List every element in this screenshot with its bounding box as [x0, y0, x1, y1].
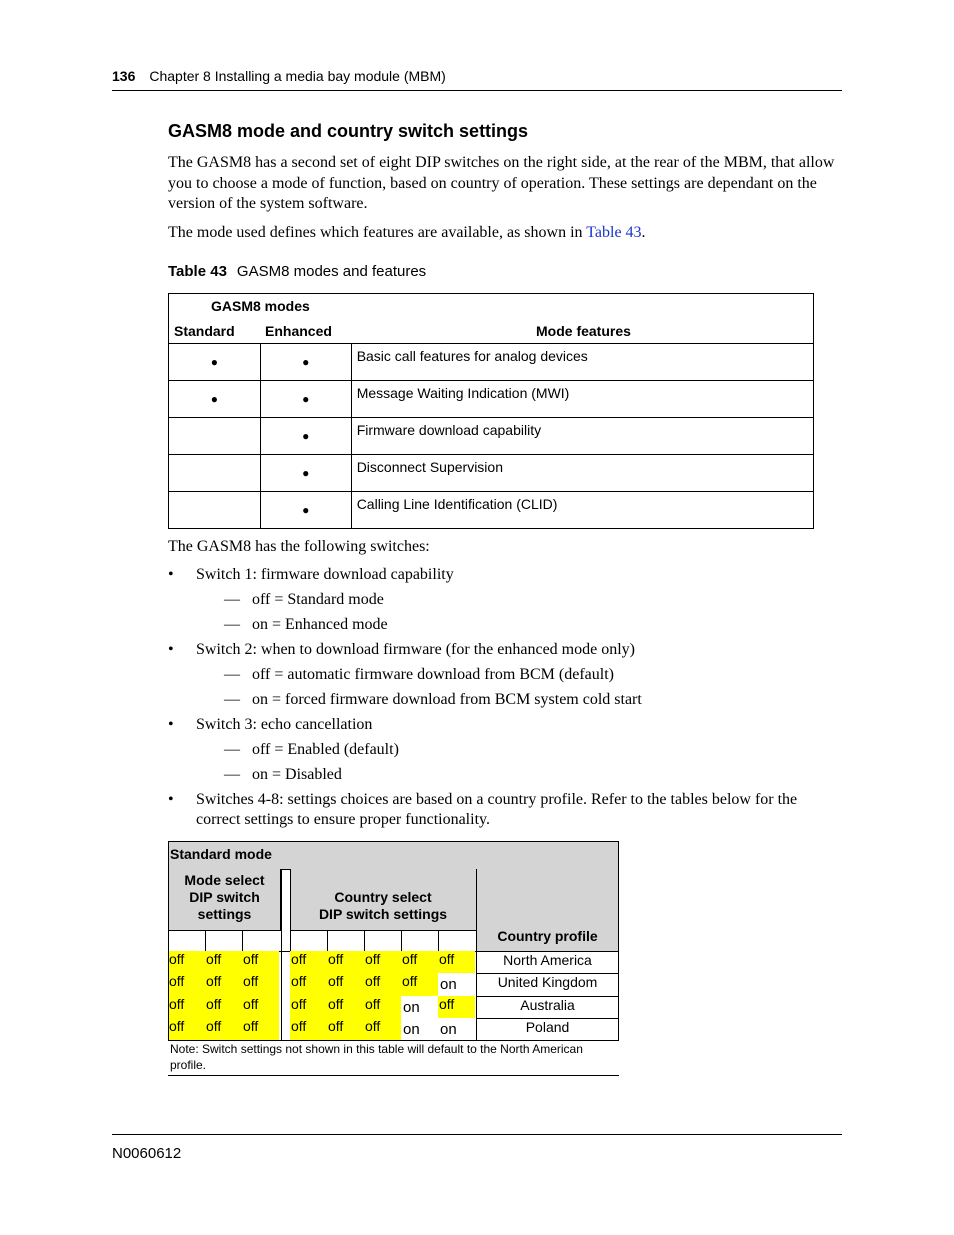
switches-intro: The GASM8 has the following switches:: [168, 538, 430, 555]
dash: —: [224, 616, 240, 633]
divider: [205, 930, 206, 951]
divider: [281, 869, 282, 1041]
standard-cell: [169, 418, 261, 455]
country-switch-cell: off: [364, 1018, 401, 1040]
dash: —: [224, 666, 240, 683]
country-switch-cell: off: [401, 973, 438, 996]
divider: [168, 1075, 619, 1076]
country-switch-cell: off: [364, 951, 401, 973]
page-number: 136: [112, 68, 136, 84]
divider: [618, 951, 619, 1041]
para-text-end: .: [641, 224, 646, 241]
table-title: Standard mode: [170, 846, 272, 862]
table-header: [169, 294, 814, 344]
page-header: [112, 68, 842, 91]
col-header-enhanced: Enhanced: [265, 323, 332, 339]
standard-cell: ●: [169, 344, 261, 381]
enhanced-cell: ●: [260, 381, 351, 418]
divider: [476, 930, 477, 951]
mode-switch-cell: off: [205, 996, 242, 1018]
header-line: Country select: [334, 889, 432, 905]
col-header-features: Mode features: [536, 323, 631, 339]
sub-item: [224, 666, 614, 684]
divider: [401, 930, 402, 951]
table-caption: [168, 263, 426, 280]
divider: [168, 869, 169, 1041]
note-line: Note: Switch settings not shown in this table will default to the North American: [170, 1042, 583, 1056]
divider: [476, 951, 477, 1041]
sub-item-text: on = Enhanced mode: [252, 616, 388, 633]
mode-switch-cell: off: [242, 973, 279, 996]
mode-switch-cell: off: [168, 1018, 205, 1040]
table-row: [169, 455, 814, 492]
header-line: settings: [197, 906, 252, 922]
bullet: •: [168, 791, 174, 808]
feature-cell: Message Waiting Indication (MWI): [351, 381, 813, 418]
bullet: •: [168, 716, 174, 733]
bullet: •: [168, 641, 174, 658]
divider: [476, 973, 619, 974]
country-switch-cell: off: [327, 951, 364, 973]
mode-switch-cell: off: [242, 1018, 279, 1040]
list-item-text: Switch 3: echo cancellation: [196, 716, 373, 733]
dash: —: [224, 741, 240, 758]
feature-cell: Firmware download capability: [351, 418, 813, 455]
mode-switch-cell: off: [168, 973, 205, 996]
list-item-text: Switch 1: firmware download capability: [196, 566, 454, 583]
country-switch-cell: off: [290, 973, 327, 996]
intro-paragraph: The GASM8 has a second set of eight DIP switches on the right side, at the rear of the MBM, that allow you to choose a mode of function, based on country of operation. These settings are dependant on the version of the system software.: [168, 154, 835, 212]
country-switch-cell: off: [290, 1018, 327, 1040]
section-title: GASM8 mode and country switch settings: [168, 121, 529, 141]
country-profile-header: Country profile: [497, 928, 598, 944]
enhanced-cell: ●: [260, 418, 351, 455]
country-switch-cell: off: [327, 996, 364, 1018]
mode-switch-cell: off: [205, 1018, 242, 1040]
country-switch-cell: off: [438, 996, 475, 1018]
para-text: The mode used defines which features are available, as shown in: [168, 224, 587, 241]
header-line: DIP switch settings: [318, 906, 448, 922]
list-item-text-cont: correct settings to ensure proper functionality.: [196, 811, 490, 828]
country-switch-cell: on: [440, 1021, 457, 1038]
standard-cell: ●: [169, 381, 261, 418]
table-row: [169, 381, 814, 418]
enhanced-cell: ●: [260, 344, 351, 381]
group-header: GASM8 modes: [211, 298, 310, 314]
feature-cell: Basic call features for analog devices: [351, 344, 813, 381]
country-switch-cell: off: [290, 951, 327, 973]
country-switch-cell: off: [364, 973, 401, 996]
mode-switch-cell: off: [205, 951, 242, 973]
dash: —: [224, 591, 240, 608]
chapter-title: Chapter 8 Installing a media bay module (MBM): [149, 68, 446, 84]
country-profile-cell: United Kingdom: [497, 974, 598, 990]
mode-switch-cell: off: [205, 973, 242, 996]
enhanced-cell: ●: [260, 492, 351, 529]
col-header-standard: Standard: [174, 323, 235, 339]
feature-cell: Calling Line Identification (CLID): [351, 492, 813, 529]
country-profile-cell: Australia: [520, 997, 575, 1013]
country-switch-cell: off: [290, 996, 327, 1018]
table-reference-paragraph: [168, 223, 844, 244]
table-43-link[interactable]: Table 43: [586, 224, 642, 241]
divider: [327, 930, 328, 951]
divider: [290, 930, 477, 931]
divider: [476, 1018, 619, 1019]
divider: [476, 996, 619, 997]
bullet: •: [168, 566, 174, 583]
country-switch-cell: off: [327, 973, 364, 996]
document-id: N0060612: [112, 1145, 182, 1162]
note-line: profile.: [170, 1058, 207, 1072]
country-switch-cell: off: [327, 1018, 364, 1040]
country-switch-cell: on: [403, 1021, 420, 1038]
sub-item: [224, 691, 642, 709]
dash: —: [224, 691, 240, 708]
country-profile-cell: North America: [503, 952, 592, 968]
feature-cell: Disconnect Supervision: [351, 455, 813, 492]
country-profile-cell: Poland: [525, 1019, 570, 1035]
divider: [242, 930, 243, 951]
modes-features-table: [168, 293, 814, 529]
country-switch-cell: on: [440, 976, 457, 993]
mode-switch-cell: off: [168, 951, 205, 973]
table-row: [169, 492, 814, 529]
divider: [438, 930, 439, 951]
list-item-text: Switch 2: when to download firmware (for the enhanced mode only): [196, 641, 635, 658]
country-switch-cell: off: [364, 996, 401, 1018]
table-caption-number: Table 43: [168, 263, 227, 280]
enhanced-cell: ●: [260, 455, 351, 492]
standard-mode-table: [168, 841, 619, 1077]
sub-item-text: on = Disabled: [252, 766, 342, 783]
sub-item: [224, 591, 384, 609]
sub-item-text: off = automatic firmware download from BCM (default): [252, 666, 614, 683]
country-select-header: [290, 889, 476, 923]
header-line: Mode select: [184, 872, 265, 888]
table-row: [169, 418, 814, 455]
divider: [168, 930, 281, 931]
sub-item-text: off = Enabled (default): [252, 741, 399, 758]
dash: —: [224, 766, 240, 783]
table-note: [170, 1041, 619, 1073]
mode-switch-cell: off: [168, 996, 205, 1018]
country-switch-cell: off: [401, 951, 438, 973]
list-item-text: Switches 4-8: settings choices are based on a country profile. Refer to the tables below for the: [196, 791, 798, 808]
sub-item: [224, 616, 388, 634]
header-line: DIP switch: [189, 889, 260, 905]
sub-item: [224, 766, 342, 784]
mode-switch-cell: off: [242, 951, 279, 973]
sub-item-text: on = forced firmware download from BCM system cold start: [252, 691, 642, 708]
table-row: [169, 344, 814, 381]
sub-item-text: off = Standard mode: [252, 591, 384, 608]
divider: [364, 930, 365, 951]
table-caption-text: GASM8 modes and features: [236, 263, 427, 280]
page-footer: [112, 1134, 842, 1162]
mode-switch-cell: off: [242, 996, 279, 1018]
mode-select-header: [168, 872, 281, 923]
standard-cell: [169, 455, 261, 492]
country-switch-cell: off: [438, 951, 475, 973]
sub-item: [224, 741, 399, 759]
country-switch-cell: on: [403, 999, 420, 1016]
standard-cell: [169, 492, 261, 529]
